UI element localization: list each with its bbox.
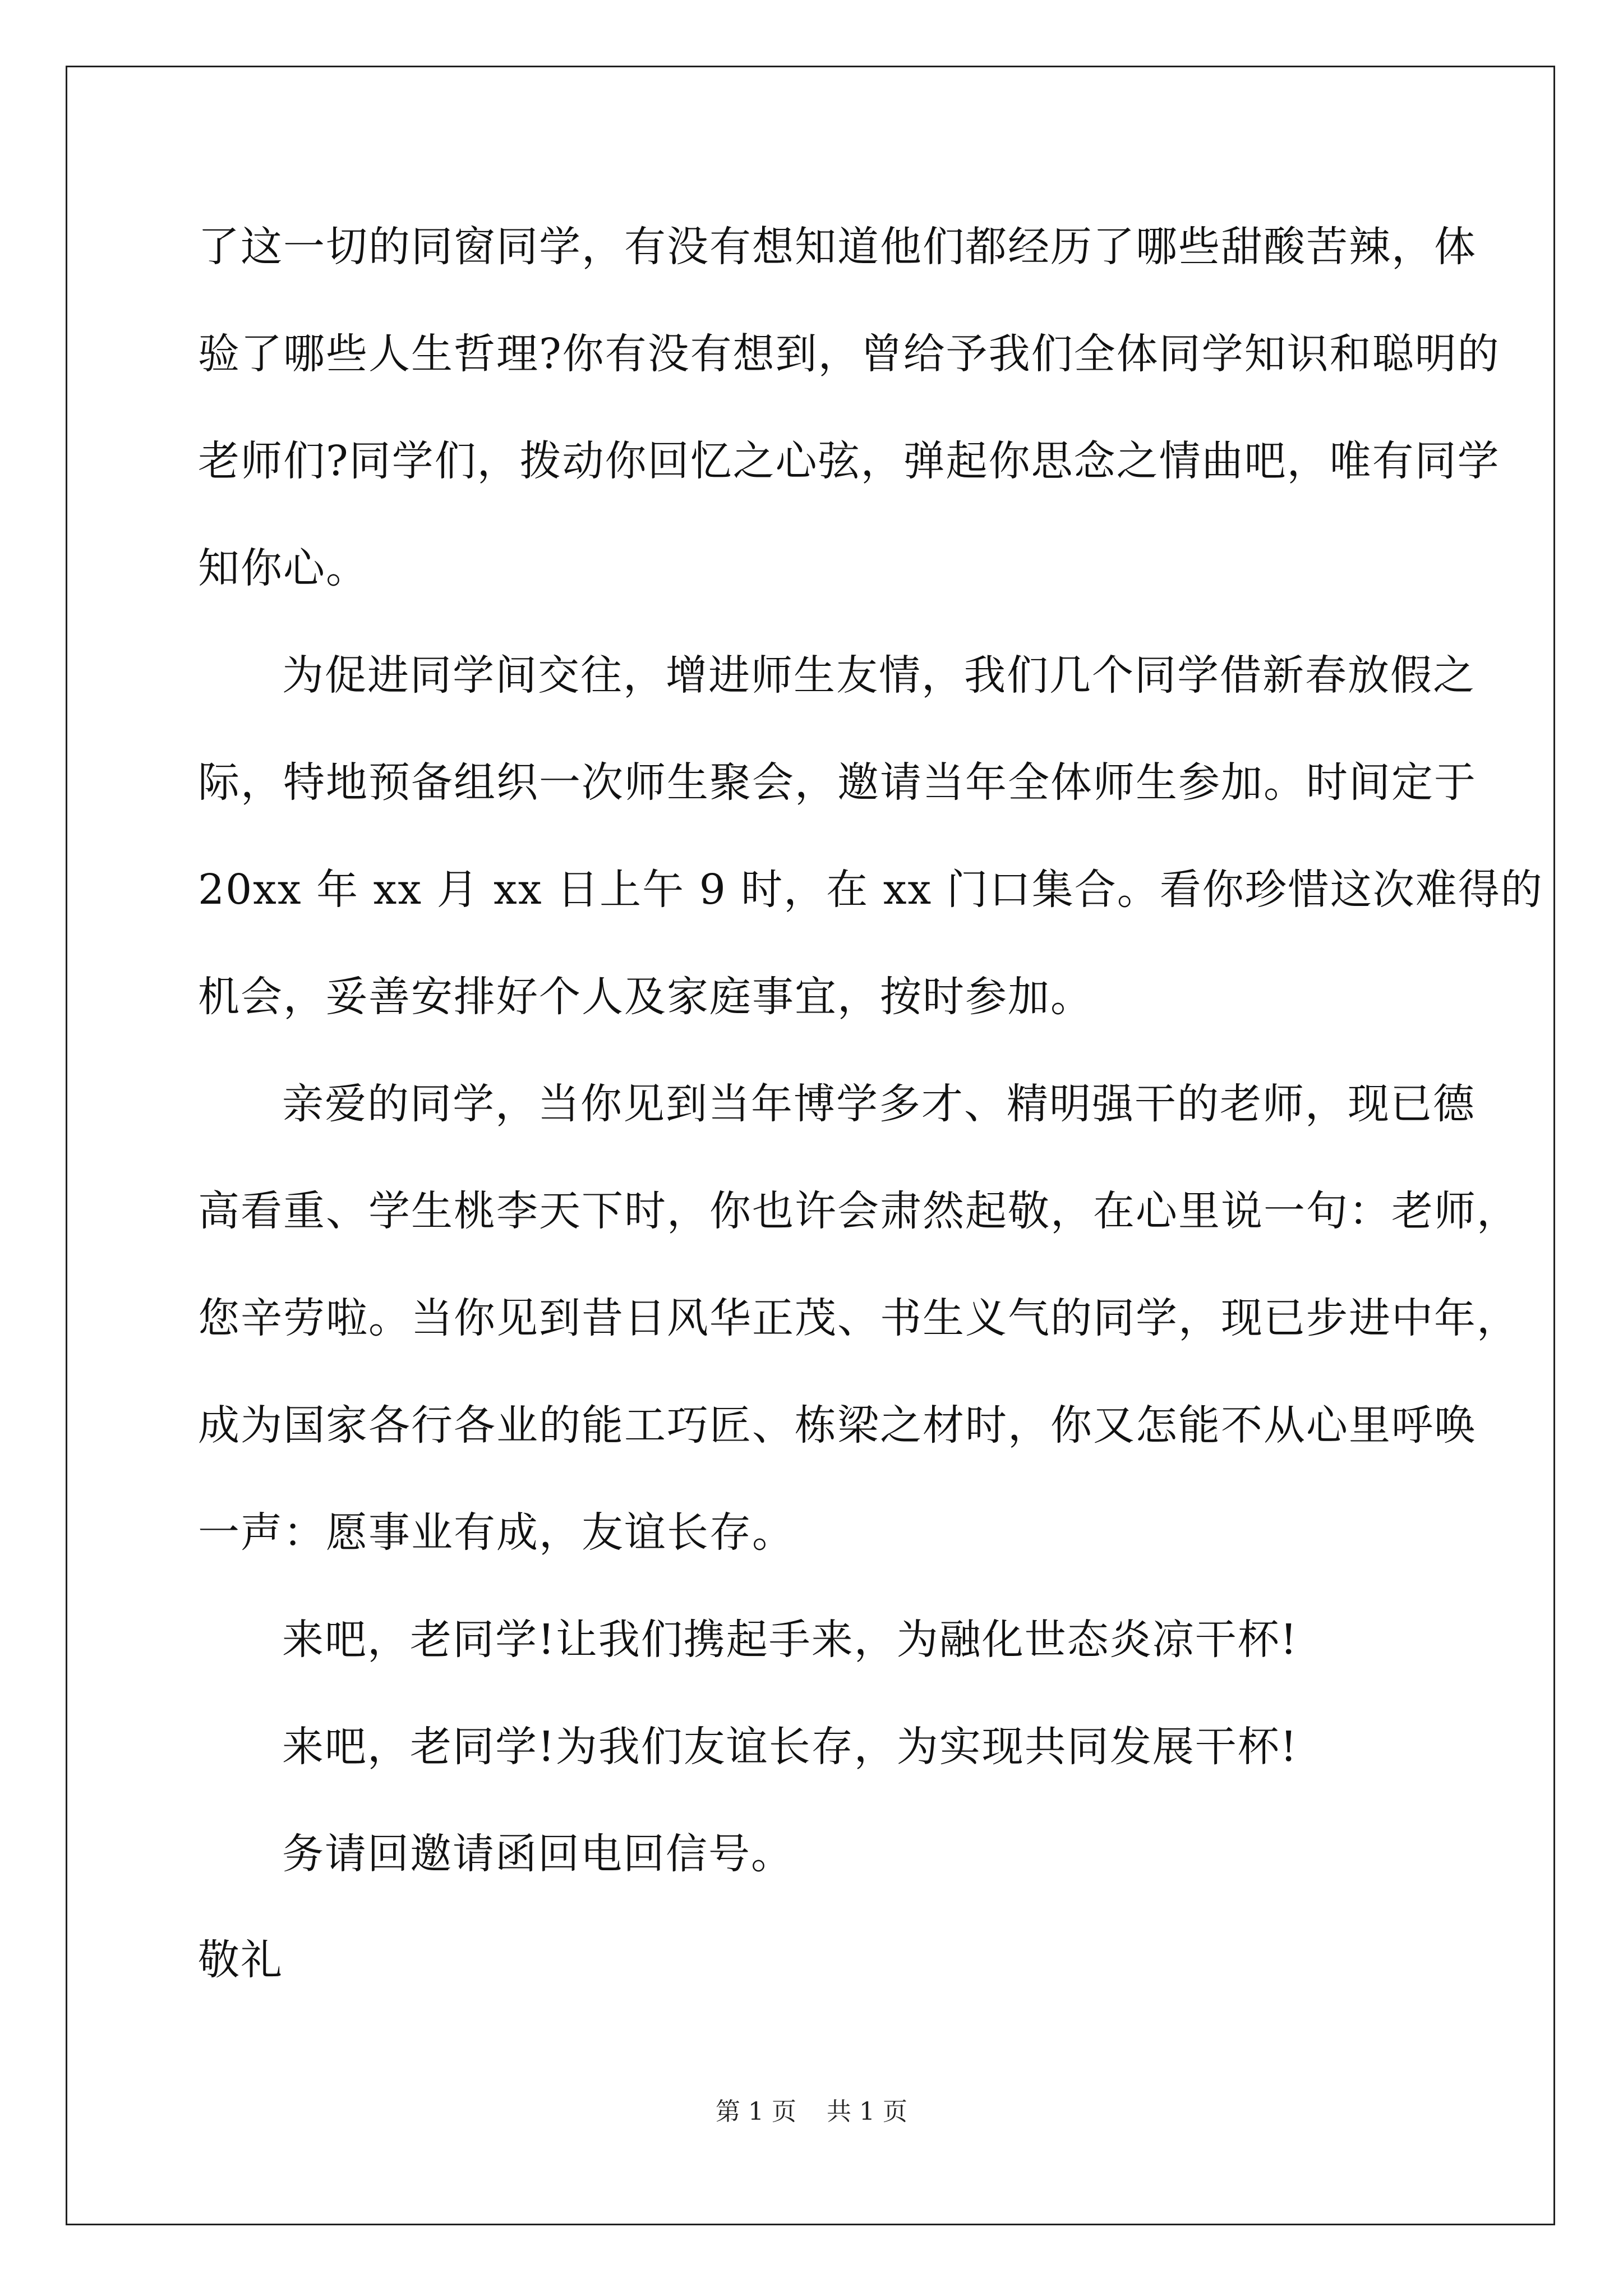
page-footer [0, 2095, 1623, 2129]
text-line: 为促进同学间交往，增进师生友情，我们几个同学借新春放假之 [282, 651, 1476, 700]
document-body [198, 208, 1543, 1922]
text-line: 亲爱的同学，当你见到当年博学多才、精明强干的老师，现已德 [282, 1080, 1476, 1128]
text-line: 来吧，老同学!为我们友谊长存，为实现共同发展干杯! [282, 1723, 1298, 1771]
text-line: 来吧，老同学!让我们携起手来，为融化世态炎凉干杯! [282, 1616, 1298, 1664]
text-line: 一声：愿事业有成，友谊长存。 [198, 1508, 795, 1557]
text-line: 际，特地预备组织一次师生聚会，邀请当年全体师生参加。时间定于 [198, 758, 1477, 807]
text-line: 您辛劳啦。当你见到昔日风华正茂、书生义气的同学，现已步进中年， [198, 1294, 1519, 1342]
text-line: 成为国家各行各业的能工巧匠、栋梁之材时，你又怎能不从心里呼唤 [198, 1401, 1477, 1450]
text-line: 务请回邀请函回电回信号。 [282, 1830, 794, 1878]
text-line: 老师们?同学们，拨动你回忆之心弦，弹起你思念之情曲吧，唯有同学 [198, 437, 1500, 485]
text-line: 机会，妥善安排好个人及家庭事宜，按时参加。 [198, 973, 1093, 1021]
text-line: 了这一切的同窗同学，有没有想知道他们都经历了哪些甜酸苦辣，体 [198, 223, 1477, 271]
closing-salutation: 敬礼 [198, 1936, 283, 1984]
page-number-current: 第 1 页 [716, 2097, 796, 2126]
page-number-total: 共 1 页 [827, 2097, 907, 2126]
text-line: 20xx 年 xx 月 xx 日上午 9 时，在 xx 门口集合。看你珍惜这次难得的 [198, 866, 1543, 914]
text-line: 高看重、学生桃李天下时，你也许会肃然起敬，在心里说一句：老师， [198, 1187, 1519, 1235]
text-line: 知你心。 [198, 544, 368, 592]
text-line: 验了哪些人生哲理?你有没有想到，曾给予我们全体同学知识和聪明的 [198, 330, 1500, 378]
